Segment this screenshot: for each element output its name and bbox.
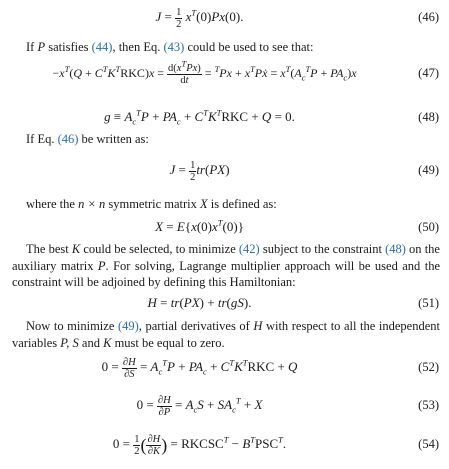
- equation-number: (53): [418, 398, 439, 412]
- equation-47-body: $-x^T(Q + C^TK^TRKC)x$ = $\frac{d(x^TPx)}{dt}$ = $^TPx + x^TPẋ = x^T(A_c^TP + PA_c)x$: [52, 58, 357, 86]
- paragraph-3: where the n × n symmetric matrix X is defined as:: [26, 197, 277, 211]
- equation-52: [0, 352, 449, 382]
- equation-54: [0, 428, 449, 460]
- ref-link-43[interactable]: (43): [163, 40, 185, 54]
- equation-49: [0, 155, 449, 185]
- ref-link-49[interactable]: (49): [117, 319, 139, 333]
- equation-47: [0, 58, 449, 88]
- ref-link-48[interactable]: (48): [385, 242, 406, 256]
- equation-54-body: 0 = $\frac{1}{2}$ ( $\frac{\partial H}{\partial K}$ ) = $RKCSC^T - B^TPSC^T$.: [112, 433, 287, 457]
- equation-48: [0, 104, 449, 130]
- ref-link-46[interactable]: (46): [57, 132, 79, 146]
- equation-50: [0, 214, 449, 240]
- equation-48-body: $g \equiv A_c^TP + PA_c + C^TK^TRKC + Q = 0$.: [104, 107, 295, 127]
- equation-53: [0, 390, 449, 420]
- equation-number: (48): [418, 110, 439, 124]
- equation-52-body: 0 = $\frac{\partial H}{\partial S}$ = $A_c^TP + PA_c + C^TK^TRKC + Q$: [101, 356, 298, 380]
- equation-49-body: J = $\frac{1}{2}$ tr(PX): [169, 159, 230, 183]
- paragraph-2: If Eq. (46) be written as:: [26, 132, 149, 146]
- equation-number: (51): [418, 296, 439, 310]
- ref-link-44[interactable]: (44): [91, 40, 113, 54]
- equation-number: (52): [418, 360, 439, 374]
- equation-46: [0, 4, 449, 30]
- equation-number: (50): [418, 220, 439, 234]
- equation-51-body: H = tr(PX) + tr(gS).: [147, 295, 252, 310]
- equation-number: (46): [418, 10, 439, 24]
- equation-number: (54): [418, 437, 439, 451]
- paragraph-5: Now to minimize (49), partial derivatives of H with respect to all the independent variables P, S and K must be equal to zero.: [12, 319, 440, 350]
- equation-50-body: $X = E\{x(0)x^T(0)\}$: [155, 217, 244, 234]
- equation-number: (47): [418, 66, 439, 80]
- paragraph-1: If P satisfies (44), then Eq. (43) could be used to see that:: [26, 40, 314, 54]
- equation-46-body: J = $\frac{1}{2}$ $x^T(0)Px(0)$.: [155, 6, 244, 30]
- equation-53-body: 0 = $\frac{\partial H}{\partial P}$ = $A_cS + SA_c^T + X$: [136, 394, 263, 418]
- ref-link-42[interactable]: (42): [238, 242, 260, 256]
- paragraph-4: The best K could be selected, to minimize (42) subject to the constraint (48) on the auxiliary matrix P. For solving, Lagrange multiplier approach will be used and the constraint will be adjoined by defining this Hamiltonian:: [12, 242, 440, 289]
- equation-51: [0, 290, 449, 316]
- equation-number: (49): [418, 163, 439, 177]
